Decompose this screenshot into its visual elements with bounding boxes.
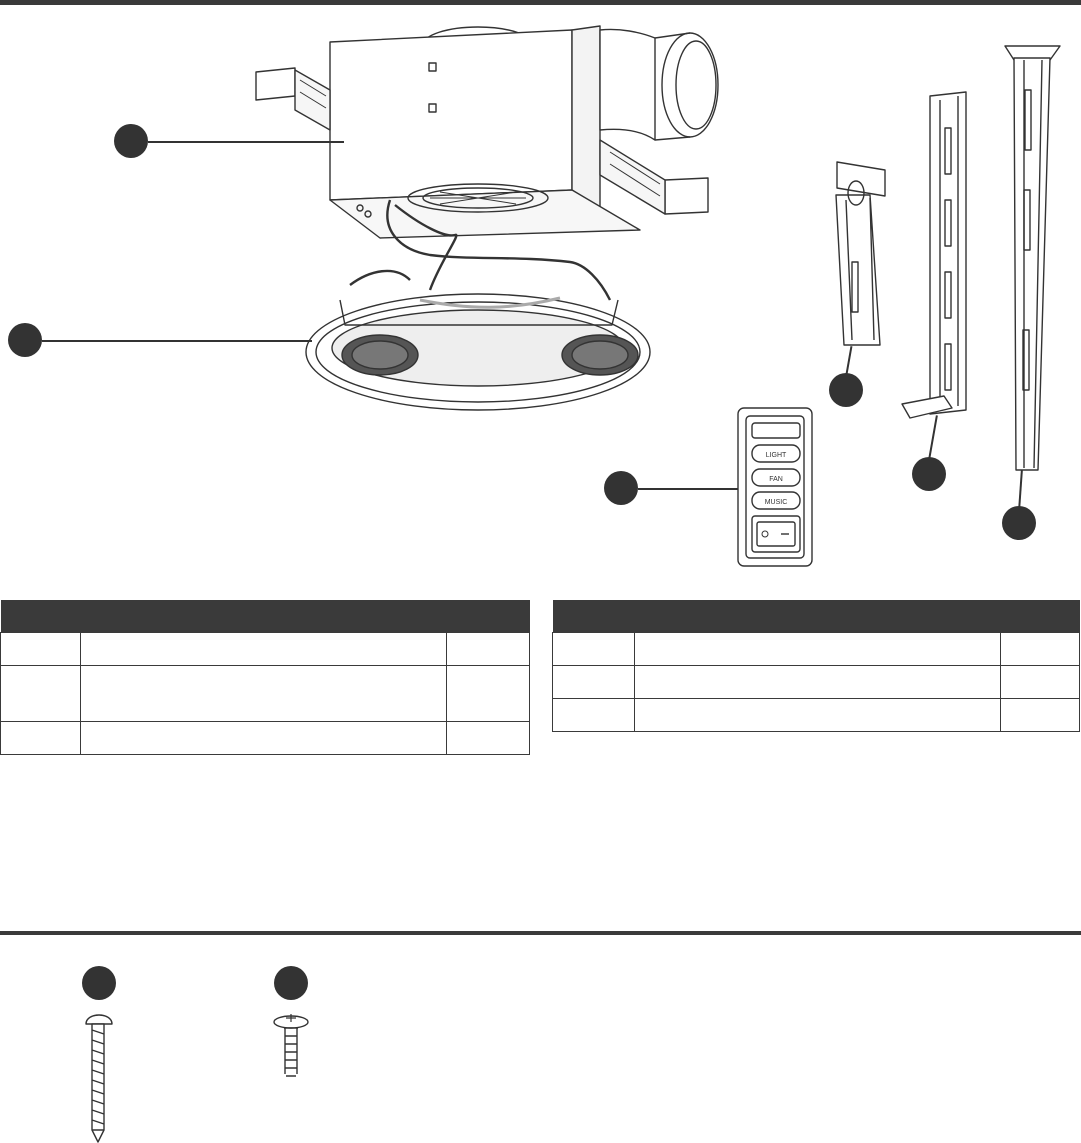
callout-6	[1002, 506, 1036, 540]
table-row	[1, 666, 530, 722]
switch-fan-label: FAN	[769, 476, 783, 483]
parts-table-left	[0, 600, 530, 755]
table-header	[1, 600, 530, 633]
callout-1	[114, 124, 148, 158]
table-row	[553, 633, 1080, 666]
callout-7	[82, 966, 116, 1000]
long-screw-icon	[86, 1015, 112, 1142]
switch-music-label: MUSIC	[764, 499, 788, 506]
callout-2	[8, 323, 42, 357]
table-row	[553, 666, 1080, 699]
callout-3-leader	[638, 488, 738, 490]
table-row	[1, 722, 530, 755]
short-bracket-icon	[836, 162, 885, 345]
section-divider	[0, 931, 1081, 935]
short-screw-icon	[274, 1014, 308, 1076]
table-row	[553, 699, 1080, 732]
fan-housing-icon	[256, 26, 718, 300]
callout-5	[912, 457, 946, 491]
hanger-bar-icon	[1005, 46, 1060, 470]
table-row	[1, 633, 530, 666]
long-bracket-icon	[902, 92, 966, 418]
callout-3	[604, 471, 638, 505]
wall-switch-icon	[738, 408, 812, 566]
callout-8	[274, 966, 308, 1000]
callout-1-leader	[148, 141, 344, 143]
switch-light-label: LIGHT	[765, 452, 787, 459]
speaker-grille-icon	[306, 294, 650, 410]
parts-table-right	[552, 600, 1080, 732]
table-header	[553, 600, 1080, 633]
callout-2-leader	[42, 340, 312, 342]
callout-4	[829, 373, 863, 407]
